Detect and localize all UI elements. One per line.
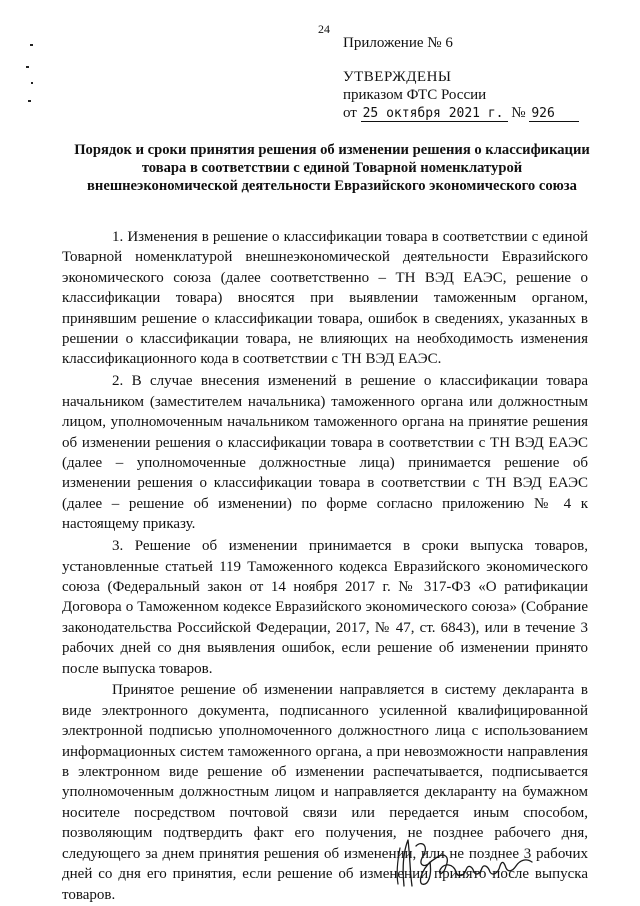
paragraph-1: 1. Изменения в решение о классификации товара в соответствии с единой Товарной номенклатурой внешнеэкономической деятельности Евразийского экономического союза (далее соответственно – ТН ВЭД ЕАЭС, решение о классификации товара) вносятся при выявлении таможенным органом, принявшим решение о классификации товара, ошибок в сведениях, указанных в решении о классификации товара, не влияющих на необходимость изменения классификационного кода в соответствии с ТН ВЭД ЕАЭС.: [62, 229, 588, 368]
order-by-label: приказом ФТС России: [343, 87, 487, 103]
margin-mark: [31, 82, 33, 84]
approved-label: УТВЕРЖДЕНЫ: [343, 69, 452, 85]
document-title: [52, 141, 612, 195]
paragraph-3: 3. Решение об изменении принимается в сроки выпуска товаров, установленные статьей 119 Таможенного кодекса Евразийского экономического союза (Федеральный закон от 14 ноября 2017 г. № 317-ФЗ «О ратификации Договора о Таможенном кодексе Евразийского экономического союза» (Собрание законодательства Российской Федерации, 2017, № 47, ст. 6843), или в течение 3 рабочих дней со дня выявления ошибок, если решение об изменении принято после выпуска товаров.: [62, 538, 588, 677]
order-date: 25 октября 2021 г.: [361, 106, 508, 122]
margin-mark: [30, 44, 33, 46]
date-prefix: от: [343, 105, 357, 121]
appendix-label: Приложение № 6: [343, 35, 453, 51]
number-sign: №: [511, 105, 526, 121]
title-line: Порядок и сроки принятия решения об изменении решения о классификации: [74, 142, 590, 158]
paragraph-2: 2. В случае внесения изменений в решение о классификации товара начальником (заместителем начальника) таможенного органа или должностным лицом, уполномоченным начальником таможенного органа на принятие решения об изменении решения о классификации товара в соответствии с ТН ВЭД ЕАЭС (далее – уполномоченные должностные лица) принимается решение об изменении решения о классификации товара в соответствии с ТН ВЭД ЕАЭС (далее – решение об изменении) по форме согласно приложению № 4 к настоящему приказу.: [62, 373, 588, 533]
order-number: 926: [529, 106, 579, 122]
approval-header: [343, 34, 579, 122]
margin-mark: [26, 66, 29, 68]
title-line: товара в соответствии с единой Товарной номенклатурой: [141, 160, 523, 176]
title-line: внешнеэкономической деятельности Евразийского экономического союза: [87, 178, 577, 194]
page-number: 24: [318, 22, 330, 36]
margin-mark: [28, 100, 31, 102]
paragraph-4: Принятое решение об изменении направляется в систему декларанта в виде электронного документа, подписанного усиленной квалифицированной электронной подписью уполномоченного должностного лица с использованием информационных систем таможенного органа, а при невозможности направления в электронном виде решение об изменении распечатывается, подписывается уполномоченным должностным лицом и направляется декларанту на бумажном носителе посредством почтовой связи или передается иным способом, позволяющим подтвердить факт его получения, не позднее рабочего дня, следующего за днем принятия решения об изменении, или не позднее 3 рабочих дней со дня его принятия, если решение об изменении принято после выпуска товаров.: [62, 682, 588, 903]
document-body: [62, 227, 588, 906]
order-date-line: [343, 104, 579, 122]
signature-image: [392, 836, 542, 892]
